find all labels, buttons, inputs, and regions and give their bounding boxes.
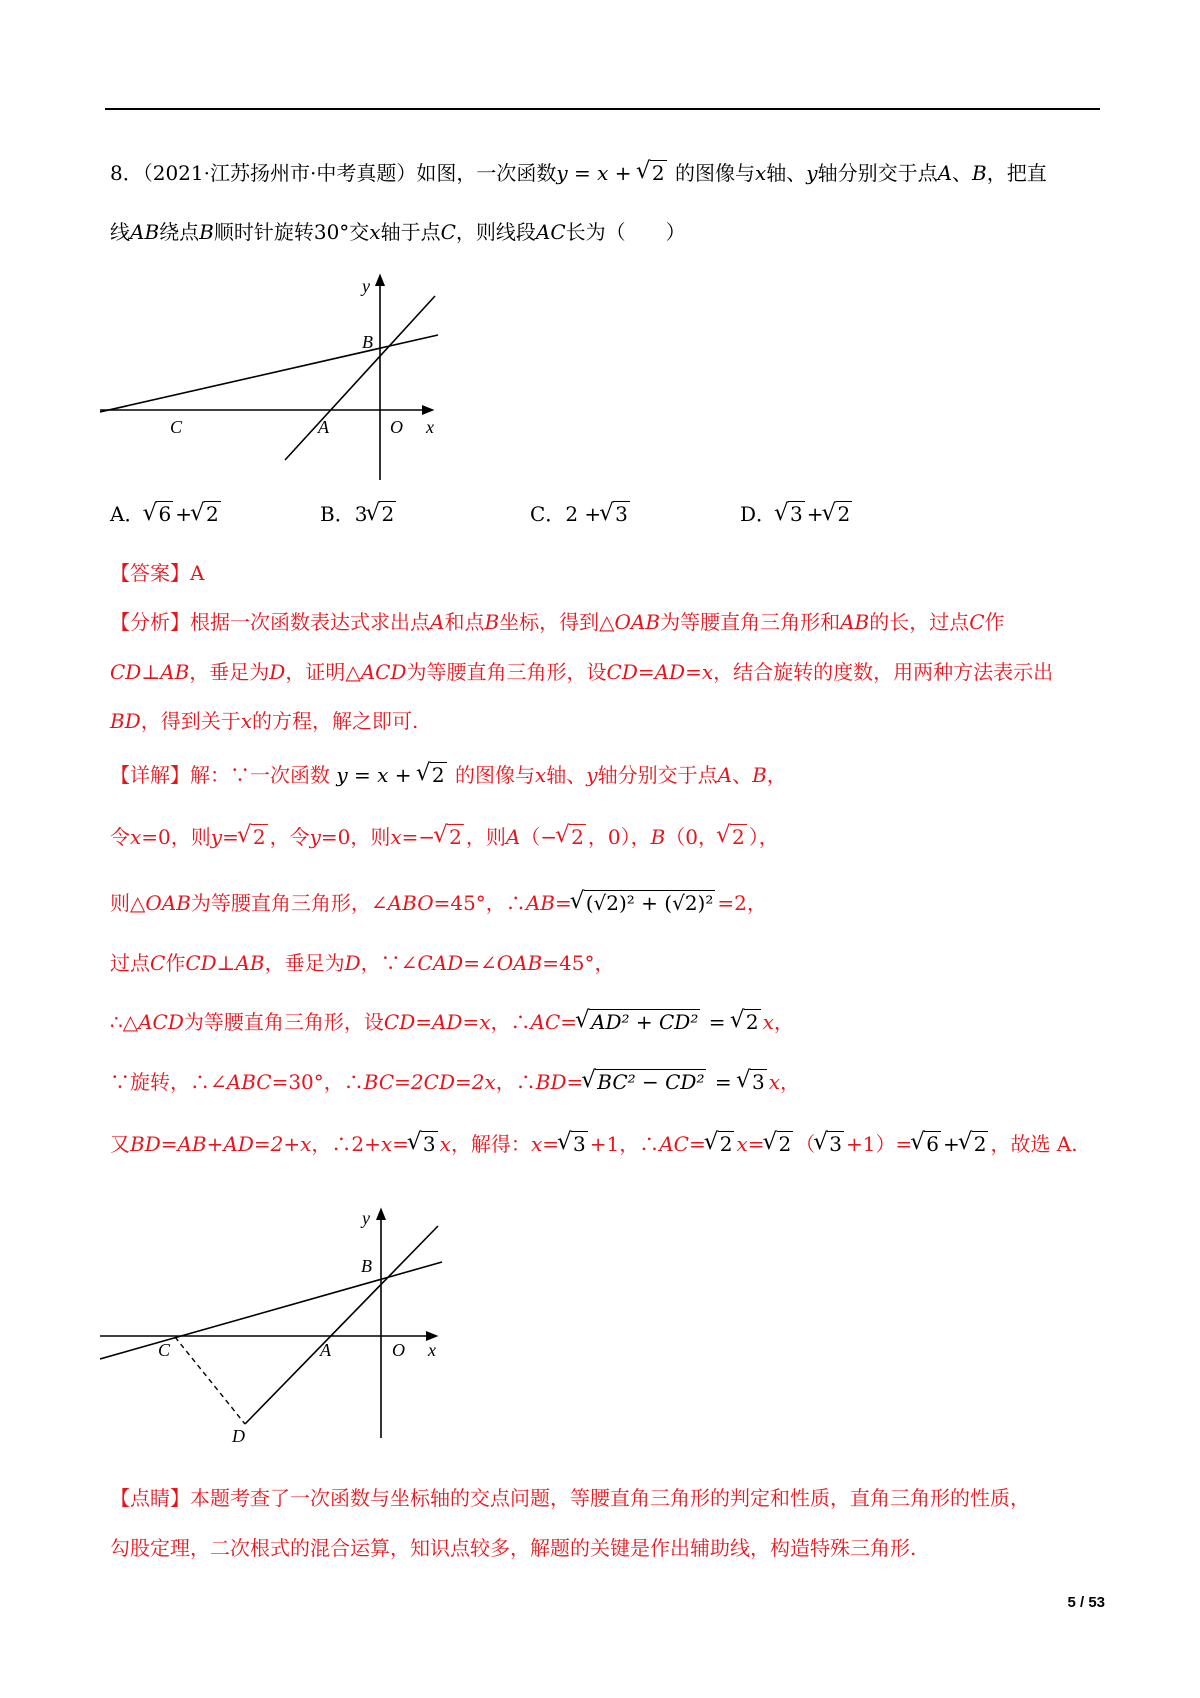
- detail-line-3: 则△OAB为等腰直角三角形，∠ABO=45°，∴AB=√ (√2)² + (√2)² =2，: [110, 888, 767, 918]
- choice-b[interactable]: B．3√ 2: [320, 498, 398, 527]
- label-c: C: [158, 1340, 171, 1360]
- answer-choices: [110, 498, 910, 532]
- label-o: O: [392, 1340, 405, 1360]
- header-rule: [105, 108, 1100, 110]
- label-y: y: [362, 276, 370, 296]
- detail-line-1: 【详解】解：∵一次函数 y = x + √ 2 的图像与x轴、y轴分别交于点A、B，: [110, 760, 787, 790]
- label-c: C: [170, 417, 183, 437]
- detail-line-6: ∵旋转，∴∠ABC=30°，∴BC=2CD=2x，∴BD=√ BC² − CD² = √ 3 x，: [110, 1067, 800, 1097]
- detail-line-5: ∴△ACD为等腰直角三角形，设CD=AD=x，∴AC=√ AD² + CD² = √ 2 x，: [110, 1007, 794, 1037]
- comment-line-2: 勾股定理，二次根式的混合运算，知识点较多，解题的关键是作出辅助线，构造特殊三角形.: [110, 1536, 917, 1560]
- choice-a[interactable]: A．√ 6 +√ 2: [110, 498, 223, 527]
- label-a: A: [318, 417, 329, 437]
- question-figure: [100, 268, 440, 483]
- page-number: 5 / 53: [1067, 1594, 1105, 1611]
- label-x: x: [428, 1340, 436, 1360]
- question-line-1: 8．（2021·江苏扬州市·中考真题）如图，一次函数y = x + √ 2 的图像与x轴、y轴分别交于点A、B，把直: [110, 158, 1047, 188]
- line-bc: [100, 335, 438, 412]
- detail-line-7: 又BD=AB+AD=2+x，∴2+x=√ 3 x，解得：x=√ 3 +1，∴AC=√ 2 x=√ 2 （√ 3 +1）=√ 6 +√ 2 ，故选 A.: [110, 1129, 1078, 1159]
- choice-c[interactable]: C．2 +√ 3: [530, 498, 632, 527]
- question-line-2: 线AB绕点B顺时针旋转30°交x轴于点C，则线段AC长为（ ）: [110, 220, 686, 244]
- detail-line-4: 过点C作CD⊥AB，垂足为D，∵∠CAD=∠OAB=45°，: [110, 951, 615, 975]
- label-b: B: [361, 1256, 372, 1276]
- analysis-line-1: 【分析】根据一次函数表达式求出点A和点B坐标，得到△OAB为等腰直角三角形和AB的长，过点C作: [110, 610, 1005, 634]
- comment-line-1: 【点睛】本题考查了一次函数与坐标轴的交点问题，等腰直角三角形的判定和性质，直角三角形的性质，: [110, 1486, 1030, 1510]
- analysis-line-2: CD⊥AB，垂足为D，证明△ACD为等腰直角三角形，设CD=AD=x，结合旋转的度数，用两种方法表示出: [110, 660, 1054, 684]
- choice-d[interactable]: D．√ 3 +√ 2: [740, 498, 854, 527]
- label-x: x: [426, 417, 434, 437]
- line-bc: [100, 1262, 442, 1359]
- line-cd-dashed: [175, 1337, 245, 1424]
- line-ab: [285, 296, 435, 460]
- label-b: B: [362, 332, 373, 352]
- line-ab: [245, 1226, 438, 1424]
- label-o: O: [390, 417, 403, 437]
- analysis-line-3: BD，得到关于x的方程，解之即可.: [110, 709, 419, 733]
- label-a: A: [320, 1340, 331, 1360]
- label-d: D: [232, 1426, 245, 1442]
- solution-figure: [100, 1202, 445, 1442]
- label-y: y: [362, 1208, 370, 1228]
- detail-line-2: 令x=0，则y=√ 2 ，令y=0，则x=−√ 2 ，则A（−√ 2 ，0），B（0，√ 2 ），: [110, 822, 779, 852]
- answer-line: 【答案】A: [110, 561, 205, 585]
